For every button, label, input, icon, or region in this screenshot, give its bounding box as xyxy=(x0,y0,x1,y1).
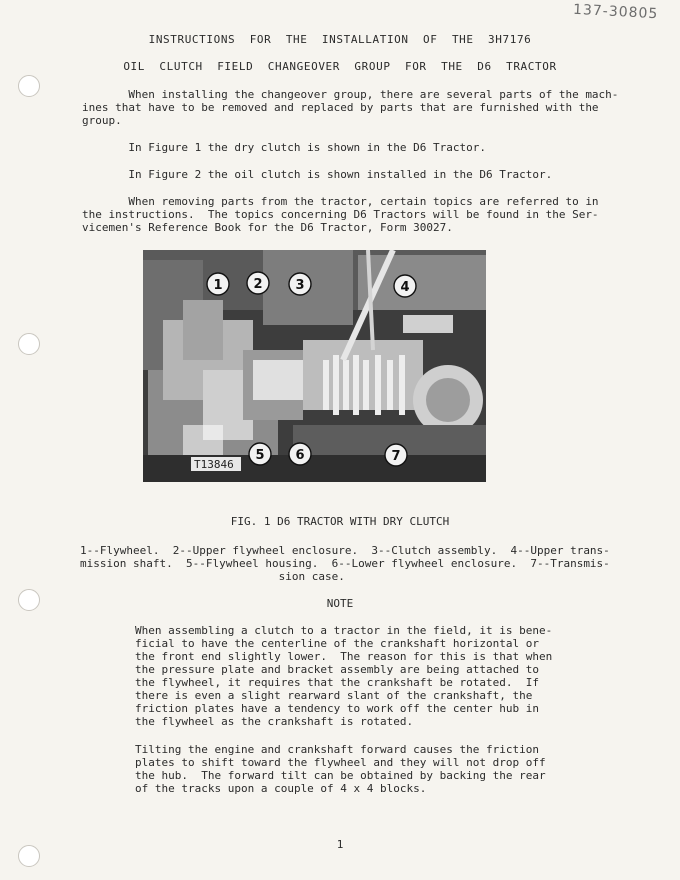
figure2-reference: In Figure 2 the oil clutch is shown installed in the D6 Tractor. xyxy=(82,168,553,181)
title-line-1: INSTRUCTIONS FOR THE INSTALLATION OF THE 3H7176 xyxy=(148,33,532,46)
punch-hole xyxy=(18,333,40,355)
callout-3: 3 xyxy=(295,278,305,293)
callout-1: 1 xyxy=(213,278,223,293)
punch-hole xyxy=(18,75,40,97)
note-line: Tilting the engine and crankshaft forward causes the friction xyxy=(135,743,539,756)
figure1-reference: In Figure 1 the dry clutch is shown in the D6 Tractor. xyxy=(82,141,486,154)
removing-line: vicemen's Reference Book for the D6 Tractor, Form 30027. xyxy=(82,221,453,234)
legend-line: mission shaft. 5--Flywheel housing. 6--Lower flywheel enclosure. 7--Transmis- xyxy=(80,557,610,570)
handwritten-note: 137-30805 xyxy=(572,1,659,23)
tractor-clutch-photo xyxy=(143,250,486,482)
note-heading: NOTE xyxy=(326,597,354,610)
title-line-2: OIL CLUTCH FIELD CHANGEOVER GROUP FOR THE D6 TRACTOR xyxy=(123,60,557,73)
note-line: plates to shift toward the flywheel and they will not drop off xyxy=(135,756,546,769)
note-line: When assembling a clutch to a tractor in the field, it is bene- xyxy=(135,624,553,637)
intro-line: group. xyxy=(82,114,122,127)
legend-line: 1--Flywheel. 2--Upper flywheel enclosure. 3--Clutch assembly. 4--Upper trans- xyxy=(80,544,610,557)
intro-line: When installing the changeover group, there are several parts of the mach- xyxy=(82,88,619,101)
removing-line: When removing parts from the tractor, certain topics are referred to in xyxy=(82,195,599,208)
note-line: ficial to have the centerline of the crankshaft horizontal or xyxy=(135,637,539,650)
note-line: the hub. The forward tilt can be obtained by backing the rear xyxy=(135,769,546,782)
intro-line: ines that have to be removed and replaced by parts that are furnished with the xyxy=(82,101,599,114)
page-number: 1 xyxy=(336,838,344,851)
legend-line: sion case. xyxy=(80,570,345,583)
callout-6: 6 xyxy=(295,448,305,463)
callout-7: 7 xyxy=(391,449,401,464)
note-line: the flywheel as the crankshaft is rotated. xyxy=(135,715,414,728)
callout-5: 5 xyxy=(255,448,265,463)
note-line: friction plates have a tendency to work off the center hub in xyxy=(135,702,539,715)
photo-id-label: T13846 xyxy=(194,458,234,471)
note-line: the flywheel, it requires that the crankshaft be rotated. If xyxy=(135,676,539,689)
callout-4: 4 xyxy=(400,280,410,295)
removing-line: the instructions. The topics concerning D6 Tractors will be found in the Ser- xyxy=(82,208,599,221)
note-line: the pressure plate and bracket assembly are being attached to xyxy=(135,663,539,676)
figure-caption: FIG. 1 D6 TRACTOR WITH DRY CLUTCH xyxy=(230,515,450,528)
note-line: of the tracks upon a couple of 4 x 4 blocks. xyxy=(135,782,427,795)
note-line: there is even a slight rearward slant of the crankshaft, the xyxy=(135,689,533,702)
note-line: the front end slightly lower. The reason for this is that when xyxy=(135,650,553,663)
callout-2: 2 xyxy=(253,277,263,292)
